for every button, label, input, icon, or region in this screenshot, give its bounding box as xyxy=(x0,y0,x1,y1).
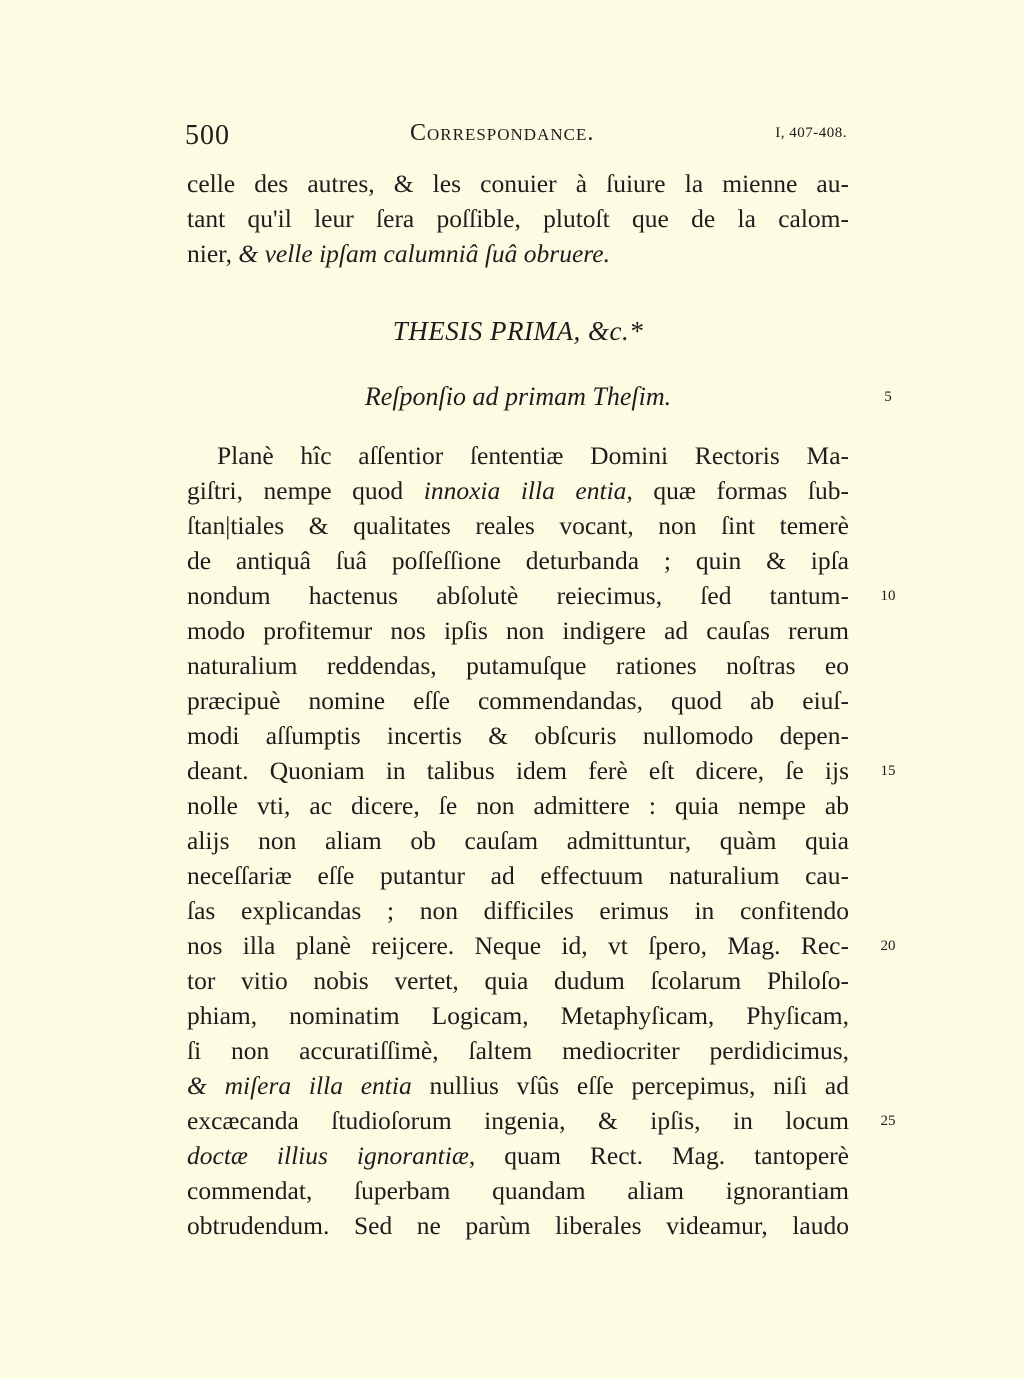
running-title: Correspondance. xyxy=(410,120,595,146)
text-line xyxy=(187,613,849,648)
text-line xyxy=(187,858,849,893)
line-number: 20 xyxy=(880,938,896,954)
text-line xyxy=(187,438,849,473)
line-number: 25 xyxy=(880,1113,896,1129)
text-line xyxy=(187,928,849,963)
intro-paragraph xyxy=(187,166,849,271)
text-run: phiam, nominatim Logicam, Metaphyſicam, Phyſicam, xyxy=(187,1001,849,1030)
italic-text: doctæ illius ignorantiæ, xyxy=(187,1141,476,1170)
body-paragraph xyxy=(187,438,849,1243)
section-subheading: Reſponſio ad primam Theſim. xyxy=(364,382,672,411)
text-line xyxy=(187,788,849,823)
text-run: nier, xyxy=(187,239,239,268)
text-line xyxy=(187,543,849,578)
line-number: 10 xyxy=(880,588,896,604)
text-line xyxy=(187,1138,849,1173)
text-run: commendat, ſuperbam quandam aliam ignorantiam xyxy=(187,1176,849,1205)
italic-text: innoxia illa entia, xyxy=(423,476,633,505)
text-run: Planè hîc aſſentior ſententiæ Domini Rectoris Ma- xyxy=(217,441,849,470)
text-line xyxy=(187,1068,849,1103)
text-run: quæ formas ſub- xyxy=(632,476,849,505)
text-run: tor vitio nobis vertet, quia dudum ſcolarum Philoſo- xyxy=(187,966,849,995)
text-run: tant qu'il leur ſera poſſible, plutoſt que de la calom- xyxy=(187,204,849,233)
text-run: nolle vti, ac dicere, ſe non admittere : quia nempe ab xyxy=(187,791,849,820)
text-run: de antiquâ ſuâ poſſeſſione deturbanda ; quin & ipſa xyxy=(187,546,849,575)
text-line xyxy=(187,823,849,858)
text-line xyxy=(187,718,849,753)
text-run: giſtri, nempe quod xyxy=(187,476,424,505)
text-line xyxy=(187,683,849,718)
italic-text: & miſera illa entia xyxy=(187,1071,412,1100)
text-run: naturalium reddendas, putamuſque rationes noſtras eo xyxy=(187,651,849,680)
text-run: ſtan|tiales & qualitates reales vocant, non ſint temerè xyxy=(187,511,849,540)
text-line xyxy=(187,963,849,998)
text-line xyxy=(187,1033,849,1068)
line-number: 15 xyxy=(880,763,896,779)
text-run: celle des autres, & les conuier à ſuiure la mienne au- xyxy=(187,169,849,198)
text-run: alijs non aliam ob cauſam admittuntur, quàm quia xyxy=(187,826,849,855)
text-line xyxy=(187,1103,849,1138)
page-reference: I, 407-408. xyxy=(775,125,847,141)
text-run: nullius vſûs eſſe percepimus, niſi ad xyxy=(411,1071,850,1100)
page-header xyxy=(185,118,847,158)
text-line xyxy=(187,753,849,788)
text-line xyxy=(187,236,849,271)
text-line xyxy=(187,508,849,543)
text-line xyxy=(187,1208,849,1243)
text-line xyxy=(187,473,849,508)
text-run: præcipuè nomine eſſe commendandas, quod ab eiuſ- xyxy=(187,686,849,715)
text-run: neceſſariæ eſſe putantur ad effectuum naturalium cau- xyxy=(187,861,849,890)
text-run: deant. Quoniam in talibus idem ferè eſt dicere, ſe ijs xyxy=(187,756,849,785)
text-line xyxy=(187,201,849,236)
page-number: 500 xyxy=(185,120,230,151)
text-run: quam Rect. Mag. tantoperè xyxy=(475,1141,849,1170)
text-line xyxy=(187,166,849,201)
text-line xyxy=(187,648,849,683)
italic-text: & velle ipſam calumniâ ſuâ obruere. xyxy=(238,239,610,268)
text-run: modi aſſumptis incertis & obſcuris nullomodo depen- xyxy=(187,721,849,750)
text-run: nos illa planè reijcere. Neque id, vt ſpero, Mag. Rec- xyxy=(187,931,849,960)
text-run: ſas explicandas ; non difficiles erimus in confitendo xyxy=(187,896,849,925)
text-line xyxy=(187,998,849,1033)
section-heading: THESIS PRIMA, &c.* xyxy=(392,316,644,346)
text-line xyxy=(187,1173,849,1208)
text-line xyxy=(187,893,849,928)
text-run: nondum hactenus abſolutè reiecimus, ſed tantum- xyxy=(187,581,849,610)
text-line xyxy=(187,578,849,613)
text-run: excæcanda ſtudioſorum ingenia, & ipſis, in locum xyxy=(187,1106,849,1135)
text-run: ſi non accuratiſſimè, ſaltem mediocriter perdidicimus, xyxy=(187,1036,849,1065)
text-run: modo profitemur nos ipſis non indigere ad cauſas rerum xyxy=(187,616,849,645)
text-run: obtrudendum. Sed ne parùm liberales videamur, laudo xyxy=(187,1211,849,1240)
line-number: 5 xyxy=(884,389,892,405)
